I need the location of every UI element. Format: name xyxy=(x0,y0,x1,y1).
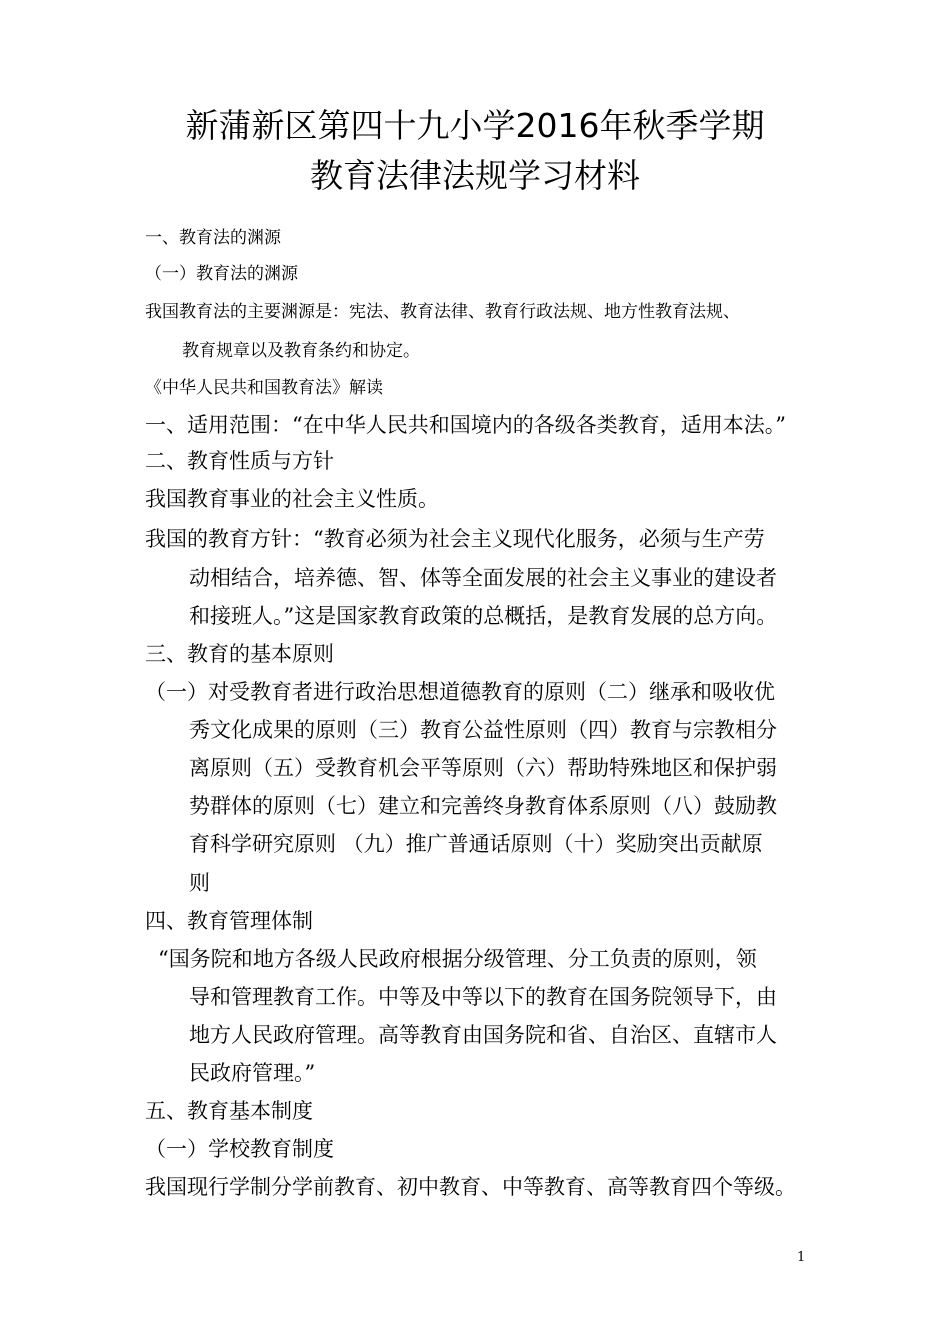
text-line: 则 xyxy=(189,871,210,895)
document-title-line-1: 新蒲新区第四十九小学2016年秋季学期 xyxy=(185,106,765,145)
text-line: 教育规章以及教育条约和协定。 xyxy=(182,341,420,361)
text-line: 动相结合，培养德、智、体等全面发展的社会主义事业的建设者 xyxy=(189,566,777,590)
text-line: 一、适用范围：“在中华人民共和国境内的各级各类教育，适用本法。” xyxy=(145,413,786,437)
text-line: 我国的教育方针：“教育必须为社会主义现代化服务，必须与生产劳 xyxy=(145,527,765,551)
text-line: “国务院和地方各级人民政府根据分级管理、分工负责的原则，领 xyxy=(158,947,757,971)
text-line: 离原则（五）受教育机会平等原则（六）帮助特殊地区和保护弱 xyxy=(189,756,777,780)
text-line: 秀文化成果的原则（三）教育公益性原则（四）教育与宗教相分 xyxy=(189,718,777,742)
text-line: 和接班人。”这是国家教育政策的总概括，是教育发展的总方向。 xyxy=(189,604,778,628)
text-line: 我国现行学制分学前教育、初中教育、中等教育、高等教育四个等级。 xyxy=(145,1175,796,1199)
text-line: 三、教育的基本原则 xyxy=(145,642,334,666)
text-line: （一）学校教育制度 xyxy=(145,1137,334,1161)
text-line: 民政府管理。” xyxy=(189,1061,316,1085)
text-line: 二、教育性质与方针 xyxy=(145,449,334,473)
text-line: 我国教育法的主要渊源是：宪法、教育法律、教育行政法规、地方性教育法规、 xyxy=(145,302,740,322)
text-line: 一、教育法的渊源 xyxy=(145,228,281,248)
text-line: 四、教育管理体制 xyxy=(145,909,313,933)
text-line: 五、教育基本制度 xyxy=(145,1099,313,1123)
text-line: 我国教育事业的社会主义性质。 xyxy=(145,487,439,511)
text-line: （一）教育法的渊源 xyxy=(145,264,298,284)
text-line: 导和管理教育工作。中等及中等以下的教育在国务院领导下，由 xyxy=(189,985,777,1009)
text-line: （一）对受教育者进行政治思想道德教育的原则（二）继承和吸收优 xyxy=(145,680,775,704)
document-title-line-2: 教育法律法规学习材料 xyxy=(310,156,640,195)
page-number: 1 xyxy=(797,1250,806,1265)
text-line: 势群体的原则（七）建立和完善终身教育体系原则（八）鼓励教 xyxy=(189,794,777,818)
text-line: 育科学研究原则 （九）推广普通话原则（十）奖励突出贡献原 xyxy=(189,832,763,856)
text-line: 地方人民政府管理。高等教育由国务院和省、自治区、直辖市人 xyxy=(189,1023,777,1047)
text-line: 《中华人民共和国教育法》解读 xyxy=(145,378,383,398)
